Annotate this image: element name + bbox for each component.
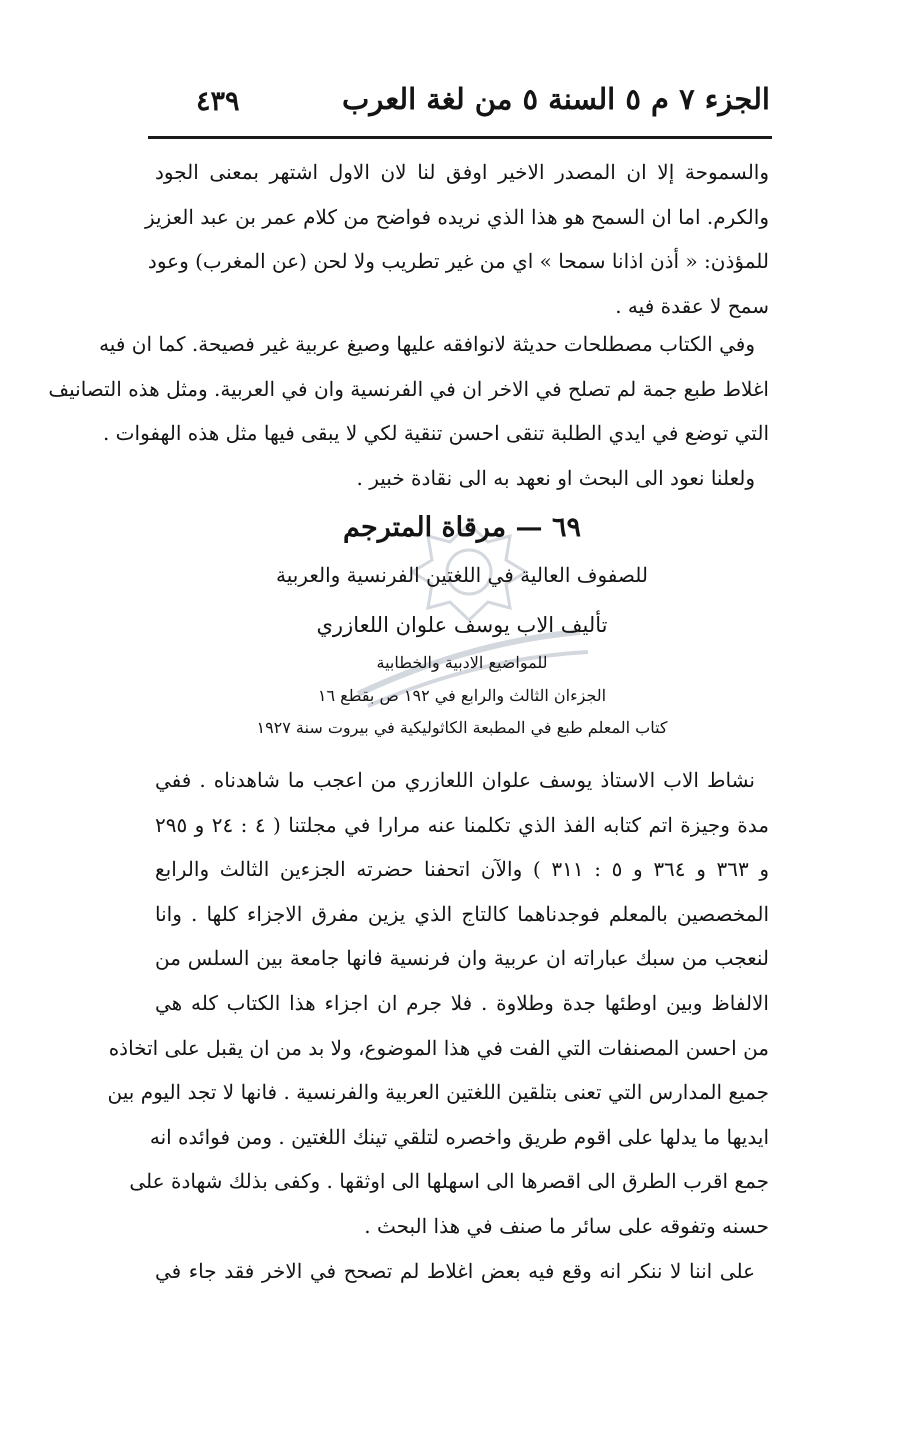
paragraph-top bbox=[145, 150, 769, 328]
article-title: ٦٩ — مرقاة المترجم bbox=[343, 512, 581, 543]
text-line: على اننا لا ننكر انه وقع فيه بعض اغلاط لم تصحح في الاخر فقد جاء في bbox=[155, 1258, 755, 1283]
text-line: والكرم. اما ان السمح هو هذا الذي نريده فواضح من كلام عمر بن عبد العزيز bbox=[145, 204, 769, 229]
text-line: وفي الكتاب مصطلحات حديثة لانوافقه عليها وصيغ عربية غير فصيحة. كما ان فيه bbox=[99, 332, 755, 356]
paragraph-review-body bbox=[107, 758, 770, 1293]
text-line: من احسن المصنفات التي الفت في هذا الموضوع، ولا بد من ان يقبل على اتخاذه bbox=[108, 1035, 769, 1060]
running-head bbox=[150, 80, 770, 132]
text-line: لنعجب من سبك عباراته ان عربية وان فرنسية فانها جامعة بين السلس من bbox=[155, 946, 769, 971]
text-line: حسنه وتفوقه على سائر ما صنف في هذا البحث . bbox=[364, 1213, 769, 1238]
article-volume-info: الجزءان الثالث والرابع في ١٩٢ ص بقطع ١٦ bbox=[317, 686, 607, 705]
text-line: ولعلنا نعود الى البحث او نعهد به الى نقادة خبير . bbox=[356, 465, 755, 490]
text-line: والسموحة إلا ان المصدر الاخير اوفق لنا لان الاول اشتهر بمعنى الجود bbox=[155, 160, 769, 184]
article-topic: للمواضيع الادبية والخطابية bbox=[376, 653, 548, 672]
text-line: نشاط الاب الاستاذ يوسف علوان اللعازري من اعجب ما شاهدناه . ففي bbox=[155, 768, 755, 792]
text-line: للمؤذن: « أذن اذانا سمحا » اي من غير تطريب ولا لحن (عن المغرب) وعود bbox=[147, 249, 769, 274]
text-line: مدة وجيزة اتم كتابه الفذ الذي تكلمنا عنه مرارا في مجلتنا ( ٤ : ٢٤ و ٢٩٥ bbox=[155, 812, 769, 837]
text-line: ايديها ما يدلها على اقوم طريق واخصره لتلقي تينك اللغتين . ومن فوائده انه bbox=[149, 1124, 769, 1149]
text-line: سمح لا عقدة فيه . bbox=[615, 293, 769, 318]
article-author: تأليف الاب يوسف علوان اللعازري bbox=[316, 613, 608, 637]
header-rule bbox=[148, 136, 772, 139]
text-line: جمع اقرب الطرق الى اقصرها الى اسهلها الى اوثقها . وكفى بذلك شهادة على bbox=[129, 1169, 769, 1194]
article-subtitle: للصفوف العالية في اللغتين الفرنسية والعربية bbox=[275, 563, 648, 587]
text-line: التي توضع في ايدي الطلبة تنقى احسن تنقية لكي لا يبقى فيها مثل هذه الهفوات . bbox=[102, 421, 769, 446]
text-line: و ٣٦٣ و ٣٦٤ و ٥ : ٣١١ ) والآن اتحفنا حضرته الجزءين الثالث والرابع bbox=[155, 857, 770, 882]
text-line: جميع المدارس التي تعنى بتلقين اللغتين العربية والفرنسية . فانها لا تجد اليوم بين bbox=[107, 1080, 769, 1105]
text-line: المخصصين بالمعلم فوجدناهما كالتاج الذي يزين مفرق الاجزاء كلها . وانا bbox=[155, 901, 769, 926]
running-head-title: الجزء ٧ م ٥ السنة ٥ من لغة العرب bbox=[342, 82, 770, 116]
page-number: ٤٣٩ bbox=[196, 86, 240, 117]
paragraph-review-note bbox=[48, 322, 769, 500]
article-publication-info: كتاب المعلم طبع في المطبعة الكاثوليكية في بيروت سنة ١٩٢٧ bbox=[256, 718, 668, 737]
text-line: الالفاظ وبين اوطئها جدة وطلاوة . فلا جرم ان اجزاء هذا الكتاب كله هي bbox=[155, 990, 769, 1015]
text-line: اغلاط طبع جمة لم تصلح في الاخر ان في الفرنسية وان في العربية. ومثل هذه التصانيف bbox=[48, 376, 769, 401]
